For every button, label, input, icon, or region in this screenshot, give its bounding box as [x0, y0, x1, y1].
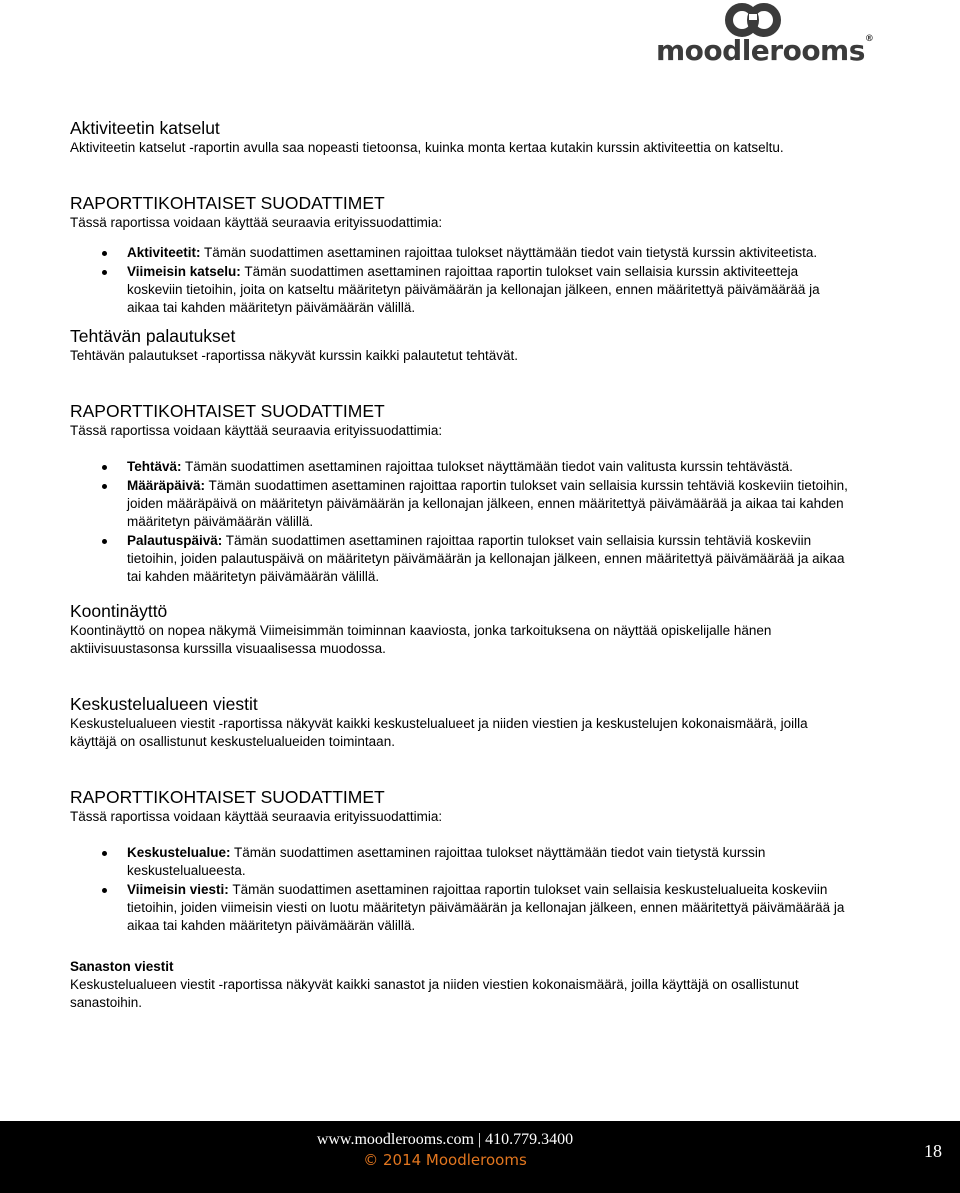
logo-wordmark: moodlerooms®	[656, 34, 874, 67]
page-footer	[0, 1121, 960, 1193]
section-text: Aktiviteetin katselut -raportin avulla saa nopeasti tietoonsa, kuinka monta kertaa kutakin kurssin aktiviteettia on katseltu.	[70, 140, 784, 155]
section-heading: RAPORTTIKOHTAISET SUODATTIMET	[70, 401, 385, 421]
page-number: 18	[924, 1141, 942, 1161]
filter-list	[70, 458, 850, 586]
moodlerooms-logo	[650, 0, 874, 70]
list-item: Keskustelualue: Tämän suodattimen asettaminen rajoittaa tulokset näyttämään tiedot vain tietystä kurssin keskustelualueesta.	[70, 844, 850, 880]
filter-list	[70, 244, 850, 317]
bullet-icon	[102, 888, 107, 893]
section-text: Tässä raportissa voidaan käyttää seuraavia erityissuodattimia:	[70, 423, 443, 438]
section-text: Keskustelualueen viestit -raportissa näkyvät kaikki sanastot ja niiden viestien kokonaismäärä, joilla käyttäjä on osallistunut sanastoihin.	[70, 977, 799, 1010]
list-item: Tehtävä: Tämän suodattimen asettaminen rajoittaa tulokset näyttämään tiedot vain valitusta kurssin tehtävästä.	[70, 458, 850, 476]
section-heading: Sanaston viestit	[70, 959, 174, 974]
section-heading: RAPORTTIKOHTAISET SUODATTIMET	[70, 787, 385, 807]
section-text: Koontinäyttö on nopea näkymä Viimeisimmän toiminnan kaaviosta, jonka tarkoituksena on näyttää opiskelijalle hänen aktiivisuustasonsa kurssilla visuaalisessa muodossa.	[70, 623, 772, 656]
list-item: Aktiviteetit: Tämän suodattimen asettaminen rajoittaa tulokset näyttämään tiedot vain tietystä kurssin aktiviteetista.	[70, 244, 850, 262]
bullet-icon	[102, 539, 107, 544]
section-heading: RAPORTTIKOHTAISET SUODATTIMET	[70, 193, 385, 213]
bullet-icon	[102, 465, 107, 470]
bullet-icon	[102, 251, 107, 256]
list-item: Määräpäivä: Tämän suodattimen asettaminen rajoittaa raportin tulokset vain sellaisia kurssin tehtäviä koskeviin tietoihin, joiden määräpäivä on määritetyn päivämäärän ja kellonajan jälkeen, ennen määritettyä päivämäärää ja aikaa tai kahden määritetyn päivämäärän välillä.	[70, 477, 850, 531]
bullet-icon	[102, 484, 107, 489]
list-item: Viimeisin viesti: Tämän suodattimen asettaminen rajoittaa raportin tulokset vain sellaisia keskustelualueita koskeviin tietoihin, joiden viimeisin viesti on luotu määritetyn päivämäärän ja kellonajan jälkeen, ennen määritettyä päivämäärää ja aikaa tai kahden määritetyn päivämäärän välillä.	[70, 881, 850, 935]
filter-list	[70, 844, 850, 935]
bullet-icon	[102, 851, 107, 856]
document-body	[70, 118, 850, 1012]
footer-contact: www.moodlerooms.com | 410.779.3400	[316, 1131, 574, 1148]
section-text: Tässä raportissa voidaan käyttää seuraavia erityissuodattimia:	[70, 215, 443, 230]
section-text: Tässä raportissa voidaan käyttää seuraavia erityissuodattimia:	[70, 809, 443, 824]
footer-copyright: © 2014 Moodlerooms	[363, 1151, 527, 1169]
section-text: Tehtävän palautukset -raportissa näkyvät kurssin kaikki palautetut tehtävät.	[70, 348, 518, 363]
section-text: Keskustelualueen viestit -raportissa näkyvät kaikki keskustelualueet ja niiden viestien ja keskustelujen kokonaismäärä, joilla käyttäjä on osallistunut keskustelualueiden toimintaan.	[70, 716, 808, 749]
list-item: Viimeisin katselu: Tämän suodattimen asettaminen rajoittaa raportin tulokset vain sellaisia kurssin aktiviteetteja koskeviin tietoihin, joita on katseltu määritetyn päivämäärän ja kellonajan jälkeen, ennen määritettyä päivämäärää ja aikaa tai kahden määritetyn päivämäärän välillä.	[70, 263, 850, 317]
section-heading: Keskustelualueen viestit	[70, 694, 258, 714]
section-heading: Tehtävän palautukset	[70, 326, 236, 346]
section-heading: Aktiviteetin katselut	[70, 118, 220, 138]
section-heading: Koontinäyttö	[70, 601, 168, 621]
bullet-icon	[102, 270, 107, 275]
list-item: Palautuspäivä: Tämän suodattimen asettaminen rajoittaa raportin tulokset vain sellaisia kurssin tehtäviä koskeviin tietoihin, joiden palautuspäivä on määritetyn päivämäärän ja kellonajan jälkeen, ennen määritettyä päivämäärää ja aikaa tai kahden määritetyn päivämäärän välillä.	[70, 532, 850, 586]
